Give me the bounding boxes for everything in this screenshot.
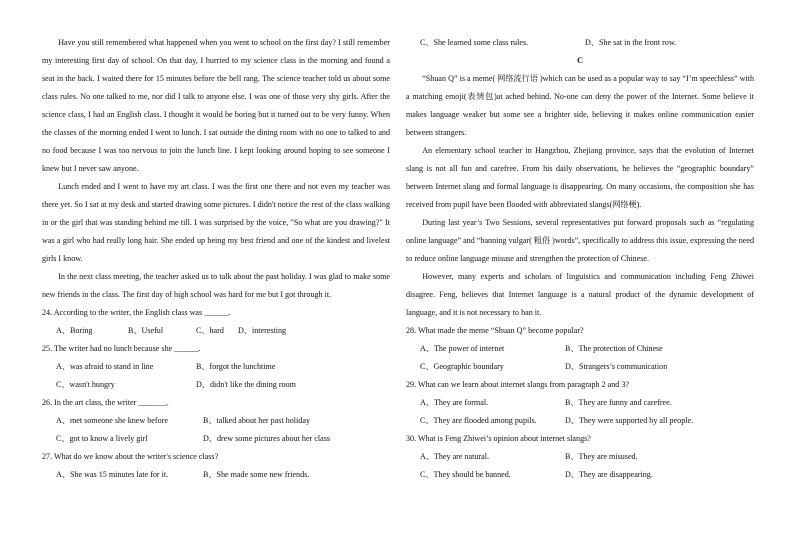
passage-paragraph: An elementary school teacher in Hangzhou, Zhejiang province, says that the evolution of Internet slang is not all fun and carefree. From his daily observations, he believes the “geographic boundary” between Internet slang and formal language is disappearing. On many occasions, the composition she has received from pupil have been flooded with abbreviated slangs(网络梗). [406, 146, 754, 209]
option-d: D、didn't like the dining room [196, 380, 296, 389]
option-b: B、forgot the lunchtime [196, 362, 276, 371]
option-a: A、She was 15 minutes late for it. [56, 470, 169, 479]
passage-paragraph: Lunch ended and I went to have my art class. I was the first one there and not even my teacher was there yet. So I sat at my desk and started drawing some pictures. I didn't notice the rest of the class walking in or the girl that was standing behind me till. I was surprised by the voice, "So what are you drawing?" It was a girl who had really long hair. She ended up being my best friend and one of the kindest and livelest girls I know. [42, 182, 390, 263]
question-29-options-row1 [406, 394, 754, 412]
option-d: D、Strangers’s communication [565, 362, 668, 371]
passage-paragraph: In the next class meeting, the teacher asked us to talk about the past holiday. I was glad to make some new friends in the class. The first day of high school was hard for me but I got through it. [42, 272, 390, 299]
option-a: A、They are natural. [420, 452, 489, 461]
option-a: A、was afraid to stand in line [56, 362, 154, 371]
question-25-stem: 25. The writer had no lunch because she ______. [42, 344, 201, 353]
section-title: C [577, 56, 583, 65]
question-28-options-row1 [406, 340, 754, 358]
question-29-options-row2 [406, 412, 754, 430]
option-a: A、The power of internet [420, 344, 505, 353]
option-b: B、Useful [128, 326, 164, 335]
option-c: C、They are flooded among pupils. [420, 416, 537, 425]
question-26-options-row2 [42, 430, 390, 448]
question-27-stem: 27. What do we know about the writer's science class? [42, 452, 219, 461]
option-c: C、wasn't hungry [56, 380, 115, 389]
option-b: B、talked about her past holiday [203, 416, 310, 425]
option-b: B、The protection of Chinese [565, 344, 663, 353]
option-c: C、got to know a lively girl [56, 434, 148, 443]
left-column [42, 34, 390, 484]
option-d: D、interesting [238, 326, 287, 335]
option-d: D、drew some pictures about her class [203, 434, 330, 443]
question-26-stem: 26. In the art class, the writer _______. [42, 398, 169, 407]
question-28-stem: 28. What made the meme “Shuan Q” become popular? [406, 326, 584, 335]
option-c: C、hard [196, 326, 224, 335]
question-27-options-row1 [42, 466, 390, 484]
option-d: D、They were supported by all people. [565, 416, 694, 425]
passage-paragraph: “Shuan Q” is a meme( 网络流行语 )which can be used as a popular way to say “I’m speechless” with a matching emoji(表情包)at ached behind. No-one can deny the power of the Internet. Some believe it makes language weaker but some see a brighter side, believing it makes online communication easier between strangers. [406, 74, 754, 137]
passage-paragraph: Have you still remembered what happened when you went to school on the first day? I still remember my interesting first day of school. On that day, I hurried to my science class in the morning and found a seat in the back. I waited there for 15 minutes before the bell rang. The science teacher told us about some class rules. No one talked to me, nor did I talk to anyone else. I was one of those very shy girls. After the science class, I had an English class. I thought it would be boring but it turned out to be very funny. When the classes of the morning ended I went to lunch. I sat outside the dining room with no one to talked to and no food because I was too nervous to join the lunch line. I kept looking around hoping to see someone I knew but I never saw anyone. [42, 38, 390, 173]
question-25-options-row1 [42, 358, 390, 376]
option-d: D、They are disappearing. [565, 470, 653, 479]
question-30-stem: 30. What is Feng Zhiwei’s opinion about internet slangs? [406, 434, 591, 443]
option-b: B、They are misused. [565, 452, 638, 461]
passage-paragraph: During last year’s Two Sessions, several representatives put forward proposals such as “regulating online language” and “banning vulgar( 粗俗 )words”, specifically to address this issue, expressing the need to reduce online language misuse and strengthen the protection of Chinese. [406, 218, 754, 263]
option-c: C、They should be banned. [420, 470, 511, 479]
option-d: D、She sat in the front row. [585, 38, 677, 47]
option-b: B、They are funny and carefree. [565, 398, 672, 407]
question-29-stem: 29. What can we learn about internet slangs from paragraph 2 and 3? [406, 380, 630, 389]
option-a: A、They are formal. [420, 398, 489, 407]
question-24-options [42, 322, 390, 340]
option-c: C、She learned some class rules. [420, 38, 529, 47]
question-27-options-row2 [406, 34, 754, 52]
question-25-options-row2 [42, 376, 390, 394]
question-30-options-row1 [406, 448, 754, 466]
option-a: A、Boring [56, 326, 93, 335]
question-24-stem: 24. According to the writer, the English class was ______. [42, 308, 231, 317]
right-column [406, 34, 754, 484]
question-26-options-row1 [42, 412, 390, 430]
passage-paragraph: However, many experts and scholars of linguistics and communication including Feng Zhiwei disagree. Feng, believes that Internet language is a natural product of the dynamic development of language, and it is not necessary to ban it. [406, 272, 754, 317]
option-b: B、She made some new friends. [203, 470, 310, 479]
question-30-options-row2 [406, 466, 754, 484]
question-28-options-row2 [406, 358, 754, 376]
option-c: C、Geographic boundary [420, 362, 504, 371]
option-a: A、met someone she knew before [56, 416, 168, 425]
